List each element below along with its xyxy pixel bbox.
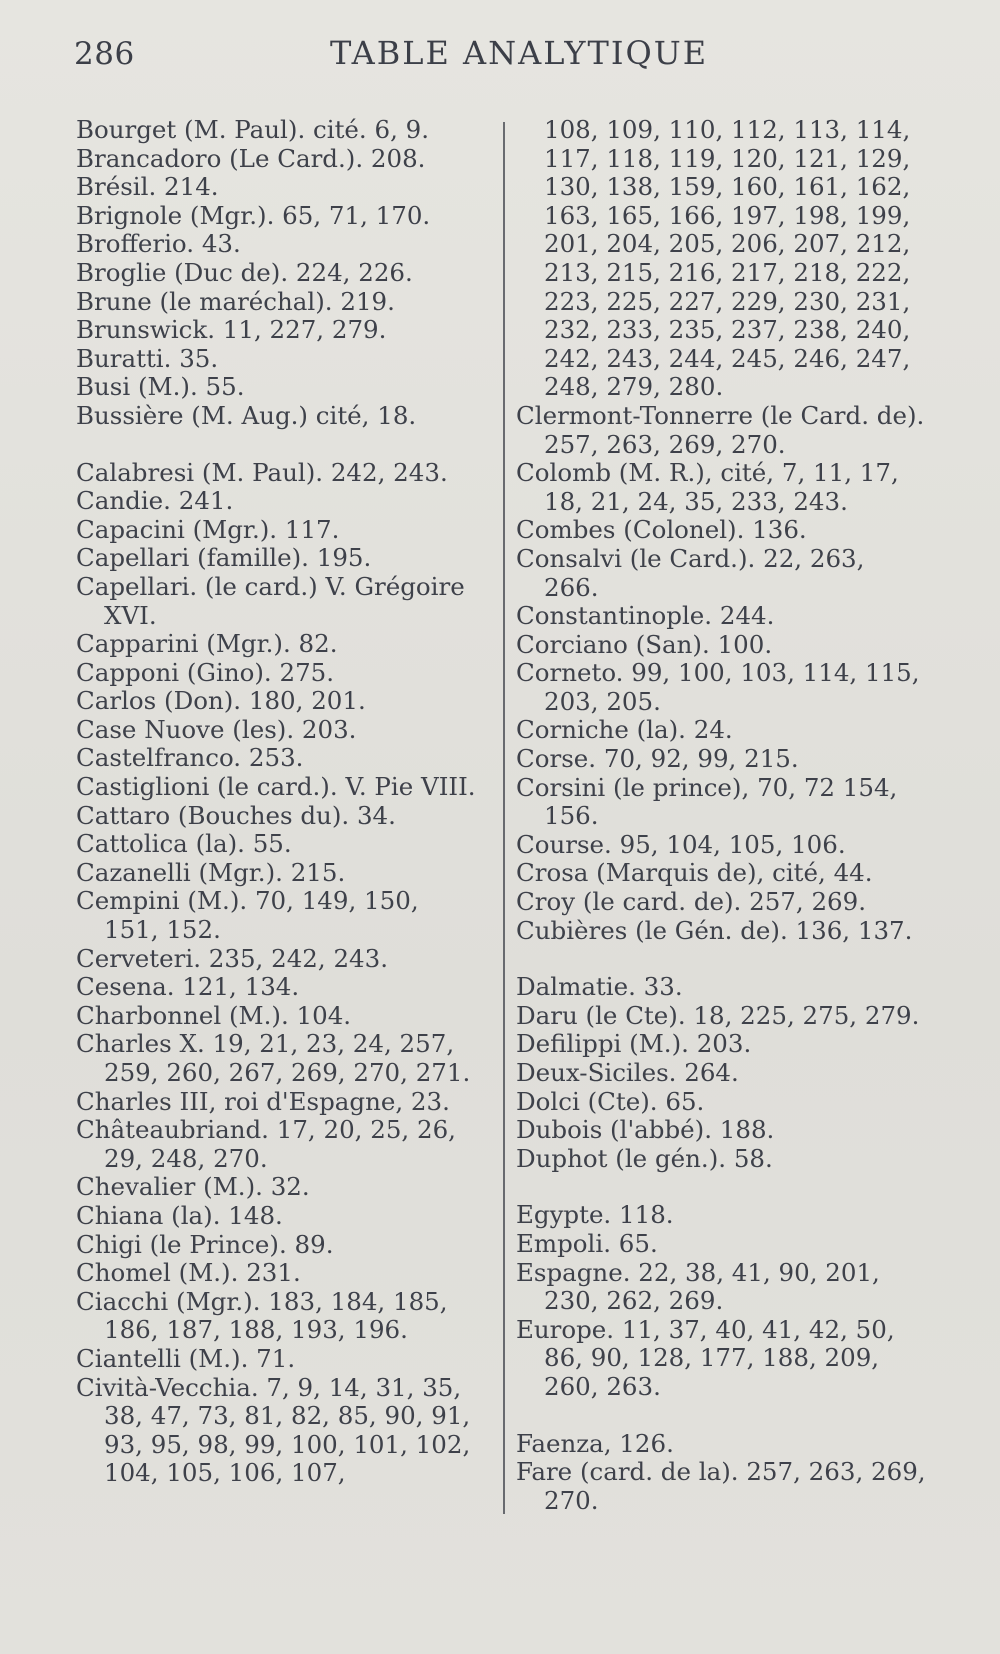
index-entry: Brunswick. 11, 227, 279. xyxy=(76,315,387,345)
index-entry: Chevalier (M.). 32. xyxy=(76,1172,310,1202)
index-entry: Fare (card. de la). 257, 263, 269, 270. xyxy=(516,1457,926,1515)
index-entry: Consalvi (le Card.). 22, 263, 266. xyxy=(516,543,865,602)
letter-gap xyxy=(76,431,476,459)
index-entry: Combes (Colonel). 136. xyxy=(516,515,807,545)
index-entry: Castelfranco. 253. xyxy=(76,743,304,773)
index-entry: Buratti. 35. xyxy=(76,343,219,373)
index-entry: Corniche (la). 24. xyxy=(516,715,733,745)
index-entry: Empoli. 65. xyxy=(516,1228,658,1258)
index-entry: Charbonnel (M.). 104. xyxy=(76,1000,352,1030)
index-entry: Course. 95, 104, 105, 106. xyxy=(516,829,846,859)
index-entry: Cattolica (la). 55. xyxy=(76,829,292,859)
index-entry: Chiana (la). 148. xyxy=(76,1200,283,1230)
index-entry: Espagne. 22, 38, 41, 90, 201, 230, 262, 269. xyxy=(516,1257,880,1316)
index-entry: Cempini (M.). 70, 149, 150, 151, 152. xyxy=(76,886,419,945)
index-entry: Cazanelli (Mgr.). 215. xyxy=(76,857,346,887)
running-head: TABLE ANALYTIQUE xyxy=(330,34,709,72)
index-entry: Egypte. 118. xyxy=(516,1200,674,1230)
index-entry: Ciacchi (Mgr.). 183, 184, 185, 186, 187, 188, 193, 196. xyxy=(76,1286,448,1345)
index-entry: Brofferio. 43. xyxy=(76,229,241,259)
index-entry: Calabresi (M. Paul). 242, 243. xyxy=(76,457,448,487)
index-entry: Carlos (Don). 180, 201. xyxy=(76,686,366,716)
index-column-left xyxy=(76,116,476,1488)
index-entry: Clermont-Tonnerre (le Card. de). 257, 263, 269, 270. xyxy=(516,400,925,459)
index-entry: Colomb (M. R.), cité, 7, 11, 17, 18, 21, 24, 35, 233, 243. xyxy=(516,458,899,516)
index-entry: Charles III, roi d'Espagne, 23. xyxy=(76,1086,450,1116)
index-entry: Constantinople. 244. xyxy=(516,601,775,631)
index-entry: Brancadoro (Le Card.). 208. xyxy=(76,143,426,173)
index-entry: Cesena. 121, 134. xyxy=(76,972,300,1002)
index-entry: Europe. 11, 37, 40, 41, 42, 50, 86, 90, 128, 177, 188, 209, 260, 263. xyxy=(516,1314,895,1401)
index-entry: Bussière (M. Aug.) cité, 18. xyxy=(76,400,417,430)
index-entry: Case Nuove (les). 203. xyxy=(76,714,357,744)
index-entry: Croy (le card. de). 257, 269. xyxy=(516,887,867,917)
index-entry: Brésil. 214. xyxy=(76,172,219,202)
index-entry: Capponi (Gino). 275. xyxy=(76,657,335,687)
index-entry: Cerveteri. 235, 242, 243. xyxy=(76,943,388,973)
page-header xyxy=(74,28,974,78)
index-entry: Capacini (Mgr.). 117. xyxy=(76,514,340,544)
index-entry: Brune (le maréchal). 219. xyxy=(76,286,395,316)
index-entry: Daru (le Cte). 18, 225, 275, 279. xyxy=(516,1000,920,1030)
index-entry: Duphot (le gén.). 58. xyxy=(516,1143,773,1173)
index-entry: Cubières (le Gén. de). 136, 137. xyxy=(516,915,913,945)
index-entry: Dubois (l'abbé). 188. xyxy=(516,1115,775,1145)
index-entry: Bourget (M. Paul). cité. 6, 9. xyxy=(76,115,430,144)
index-entry: Busi (M.). 55. xyxy=(76,372,245,402)
index-entry: Dalmatie. 33. xyxy=(516,972,683,1002)
index-entry: Chigi (le Prince). 89. xyxy=(76,1229,334,1259)
index-entry: Corciano (San). 100. xyxy=(516,629,773,659)
index-column-right xyxy=(516,116,926,1515)
index-entry: Deux-Siciles. 264. xyxy=(516,1058,739,1087)
index-entry: Broglie (Duc de). 224, 226. xyxy=(76,257,413,287)
letter-gap xyxy=(516,1173,926,1201)
index-entry-continued: 108, 109, 110, 112, 113, 114, 117, 118, 119, 120, 121, 129, 130, 138, 159, 160, 161, 162, 163, 165, 166, 197, 198, 199, 201, 204, 205, 206, 207, 212, 213, 215, 216, 217, 218, 222, 223, 225, 227, 229, 230, 231, 232, 233, 235, 237, 238, 240, 242, 243, 244, 245, 246, 247, 248, 279, 280. xyxy=(544,115,911,402)
index-entry: Châteaubriand. 17, 20, 25, 26, 29, 248, 270. xyxy=(76,1115,456,1173)
index-entry: Capellari (famille). 195. xyxy=(76,543,372,573)
index-entry: Charles X. 19, 21, 23, 24, 257, 259, 260, 267, 269, 270, 271. xyxy=(76,1029,471,1087)
index-entry: Defilippi (M.). 203. xyxy=(516,1029,752,1059)
letter-gap xyxy=(516,1402,926,1430)
index-entry: Dolci (Cte). 65. xyxy=(516,1086,705,1116)
index-entry: Chomel (M.). 231. xyxy=(76,1258,301,1288)
index-entry: Candie. 241. xyxy=(76,486,234,516)
index-entry: Corsini (le prince), 70, 72 154, 156. xyxy=(516,772,898,831)
index-entry: Corneto. 99, 100, 103, 114, 115, 203, 205. xyxy=(516,658,920,716)
index-entry: Capparini (Mgr.). 82. xyxy=(76,629,338,659)
letter-gap xyxy=(516,945,926,973)
column-divider xyxy=(503,122,505,1514)
index-entry: Cattaro (Bouches du). 34. xyxy=(76,800,396,830)
index-entry: Crosa (Marquis de), cité, 44. xyxy=(516,858,873,888)
page-number: 286 xyxy=(74,36,135,72)
index-entry: Corse. 70, 92, 99, 215. xyxy=(516,744,799,774)
index-entry: Brignole (Mgr.). 65, 71, 170. xyxy=(76,200,431,230)
index-entry: Capellari. (le card.) V. Grégoire XVI. xyxy=(76,571,465,630)
index-entry: Castiglioni (le card.). V. Pie VIII. xyxy=(76,772,476,802)
index-entry: Cività-Vecchia. 7, 9, 14, 31, 35, 38, 47, 73, 81, 82, 85, 90, 91, 93, 95, 98, 99, 100, 101, 102, 104, 105, 106, 107, xyxy=(76,1372,471,1488)
index-entry: Faenza, 126. xyxy=(516,1428,674,1458)
index-entry: Ciantelli (M.). 71. xyxy=(76,1343,296,1373)
